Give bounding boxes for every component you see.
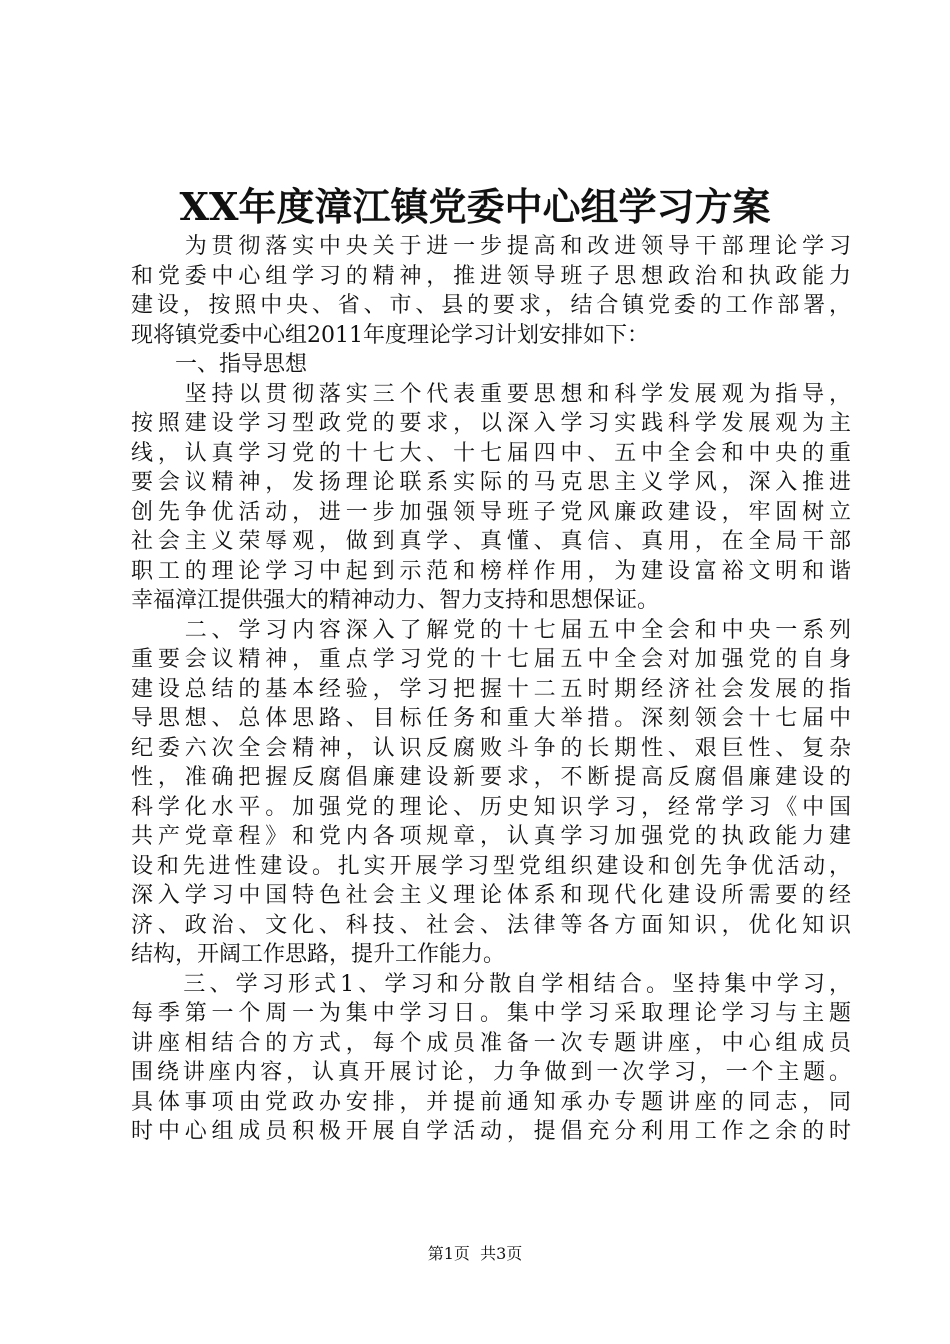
page-footer: 第1页 共3页 (427, 1244, 523, 1263)
body-line: 结构，开阔工作思路，提升工作能力。 (131, 942, 506, 967)
body-line: 和党委中心组学习的精神，推进领导班子思想政治和执政能力 (131, 263, 851, 289)
body-line: 一、指导思想 (131, 352, 308, 377)
body-line: 要会议精神，发扬理论联系实际的马克思主义学风，深入推进 (131, 470, 851, 495)
body-line: 纪委六次全会精神，认识反腐败斗争的长期性、艰巨性、复杂 (131, 735, 851, 761)
body-line: 时中心组成员积极开展自学活动，提倡充分利用工作之余的时 (131, 1119, 851, 1144)
body-line: 深入学习中国特色社会主义理论体系和现代化建设所需要的经 (131, 883, 851, 908)
body-line: 讲座相结合的方式，每个成员准备一次专题讲座，中心组成员 (131, 1030, 851, 1056)
body-line: 重要会议精神，重点学习党的十七届五中全会对加强党的自身 (131, 647, 851, 672)
document-body (131, 232, 851, 1147)
body-line: 三、学习形式1、学习和分散自学相结合。坚持集中学习， (131, 971, 851, 997)
body-line: 现将镇党委中心组2011年度理论学习计划安排如下： (131, 322, 649, 348)
body-line: 设和先进性建设。扎实开展学习型党组织建设和创先争优活动， (131, 853, 851, 879)
body-line: 科学化水平。加强党的理论、历史知识学习，经常学习《中国 (131, 794, 851, 820)
body-line: 济、政治、文化、科技、社会、法律等各方面知识，优化知识 (131, 912, 851, 938)
body-line: 性，准确把握反腐倡廉建设新要求，不断提高反腐倡廉建设的 (131, 765, 851, 790)
body-line: 具体事项由党政办安排，并提前通知承办专题讲座的同志，同 (131, 1089, 851, 1115)
body-line: 坚持以贯彻落实三个代表重要思想和科学发展观为指导， (131, 381, 851, 407)
body-line: 每季第一个周一为集中学习日。集中学习采取理论学习与主题 (131, 1001, 851, 1026)
body-line: 共产党章程》和党内各项规章，认真学习加强党的执政能力建 (131, 824, 851, 849)
body-line: 建设，按照中央、省、市、县的要求，结合镇党委的工作部署， (131, 293, 851, 318)
body-line: 幸福漳江提供强大的精神动力、智力支持和思想保证。 (131, 588, 660, 613)
body-line: 按照建设学习型政党的要求，以深入学习实践科学发展观为主 (131, 411, 851, 436)
body-line: 为贯彻落实中央关于进一步提高和改进领导干部理论学习 (131, 234, 851, 259)
body-line: 社会主义荣辱观，做到真学、真懂、真信、真用，在全局干部 (131, 529, 851, 554)
body-line: 围绕讲座内容，认真开展讨论，力争做到一次学习，一个主题。 (131, 1060, 851, 1085)
body-line: 创先争优活动，进一步加强领导班子党风廉政建设，牢固树立 (131, 499, 851, 525)
body-line: 二、学习内容深入了解党的十七届五中全会和中央一系列 (131, 617, 851, 643)
body-line: 建设总结的基本经验，学习把握十二五时期经济社会发展的指 (131, 676, 851, 702)
body-line: 线，认真学习党的十七大、十七届四中、五中全会和中央的重 (131, 440, 851, 466)
body-line: 导思想、总体思路、目标任务和重大举措。深刻领会十七届中 (131, 706, 851, 731)
document-title: XX年度漳江镇党委中心组学习方案 (179, 184, 771, 229)
body-line: 职工的理论学习中起到示范和榜样作用，为建设富裕文明和谐 (131, 558, 851, 584)
